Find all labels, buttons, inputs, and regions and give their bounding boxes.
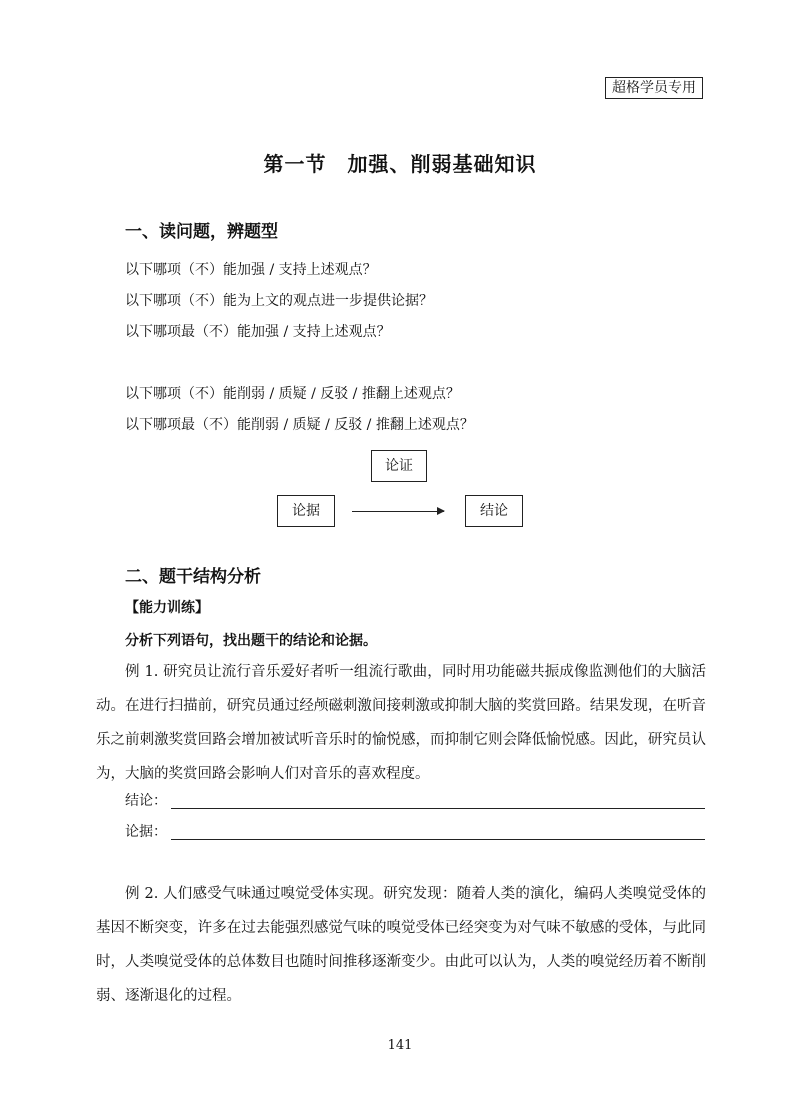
training-label: 【能力训练】 [125, 600, 209, 616]
section2-heading: 二、题干结构分析 [125, 567, 261, 587]
evidence-fill-row [125, 823, 705, 843]
page-title: 第一节 加强、削弱基础知识 [263, 152, 537, 176]
evidence-label: 论据： [125, 824, 167, 840]
conclusion-blank-line [171, 808, 705, 809]
diagram-arrow [352, 511, 444, 512]
example-1-text: 例 1. 研究员让流行音乐爱好者听一组流行歌曲，同时用功能磁共振成像监测他们的大脑活动。在进行扫描前，研究员通过经颅磁刺激间接刺激或抑制大脑的奖赏回路。结果发现，在听音乐之前刺激奖赏回路会增加被试听音乐时的愉悦感，而抑制它则会降低愉悦感。因此，研究员认为，大脑的奖赏回路会影响人们对音乐的喜欢程度。 [96, 664, 706, 782]
page-number: 141 [387, 1038, 413, 1053]
weaken-question-2: 以下哪项最（不）能削弱 / 质疑 / 反驳 / 推翻上述观点？ [125, 417, 474, 433]
diagram-evidence-box: 论据 [277, 495, 335, 527]
weaken-question-1: 以下哪项（不）能削弱 / 质疑 / 反驳 / 推翻上述观点？ [125, 386, 460, 402]
diagram-argument-box: 论证 [371, 450, 427, 482]
strengthen-question-3: 以下哪项最（不）能加强 / 支持上述观点？ [125, 324, 391, 340]
diagram-conclusion-box: 结论 [465, 495, 523, 527]
instruction-text: 分析下列语句，找出题干的结论和论据。 [125, 633, 377, 649]
strengthen-question-2: 以下哪项（不）能为上文的观点进一步提供论据？ [125, 293, 433, 309]
conclusion-label: 结论： [125, 793, 167, 809]
section1-heading: 一、读问题，辨题型 [125, 222, 278, 242]
exclusive-tag: 超格学员专用 [605, 77, 703, 99]
conclusion-fill-row [125, 792, 705, 812]
strengthen-question-1: 以下哪项（不）能加强 / 支持上述观点？ [125, 262, 377, 278]
example-2-text: 例 2. 人们感受气味通过嗅觉受体实现。研究发现：随着人类的演化，编码人类嗅觉受体的基因不断突变，许多在过去能强烈感觉气味的嗅觉受体已经突变为对气味不敏感的受体，与此同时，人类嗅觉受体的总体数目也随时间推移逐渐变少。由此可以认为，人类的嗅觉经历着不断削弱、逐渐退化的过程。 [96, 886, 706, 1004]
evidence-blank-line [171, 839, 705, 840]
